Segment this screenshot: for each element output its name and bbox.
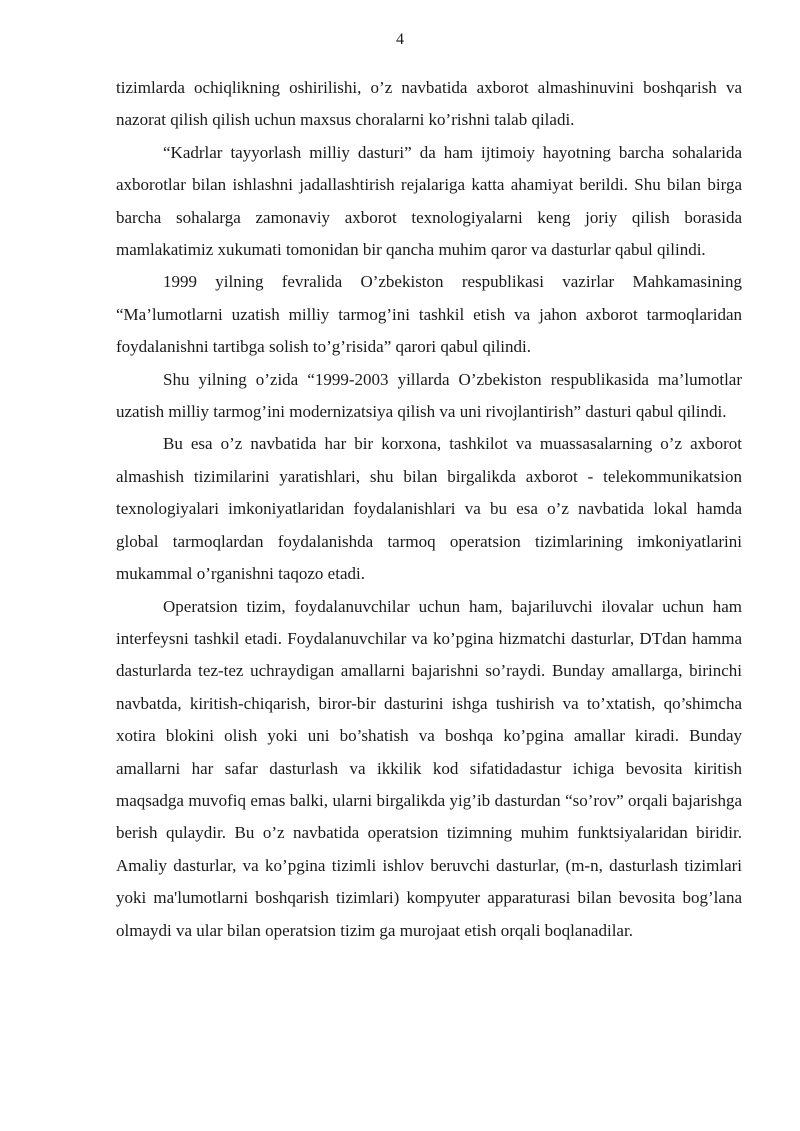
paragraph-continuation: tizimlarda ochiqlikning oshirilishi, o’z navbatida axborot almashinuvini boshqarish va nazorat qilish qilish uchun maxsus choralarni ko’rishni talab qiladi. [116, 78, 742, 130]
page-number: 4 [396, 31, 404, 48]
paragraph: 1999 yilning fevralida O’zbekiston respublikasi vazirlar Mahkamasining “Ma’lumotlarni uzatish milliy tarmog’ini tashkil etish va jahon axborot tarmoqlaridan foydalanishni tartibga solish to’g’risida” qarori qabul qilindi. [116, 272, 742, 357]
document-body [116, 72, 742, 947]
paragraph: “Kadrlar tayyorlash milliy dasturi” da ham ijtimoiy hayotning barcha sohalarida axborotlar bilan ishlashni jadallashtirish rejalariga katta ahamiyat berildi. Shu bilan birga barcha sohalarga zamonaviy axborot texnologiyalarni keng joriy qilish borasida mamlakatimiz xukumati tomonidan bir qancha muhim qaror va dasturlar qabul qilindi. [116, 142, 742, 260]
paragraph: Operatsion tizim, foydalanuvchilar uchun ham, bajariluvchi ilovalar uchun ham interfeysni tashkil etadi. Foydalanuvchilar va ko’pgina hizmatchi dasturlar, DTdan hamma dasturlarda tez-tez uchraydigan amallarni bajarishni so’raydi. Bunday amallarga, birinchi navbatda, kiritish-chiqarish, biror-bir dasturini ishga tushirish va to’xtatish, qo’shimcha xotira blokini olish yoki uni bo’shatish va boshqa ko’pgina amallar kiradi. Bunday amallarni har safar dasturlash va ikkilik kod sifatidadastur ichiga bevosita kiritish maqsadga muvofiq emas balki, ularni birgalikda yig’ib dasturdan “so’rov” orqali bajarishga berish qulaydir. Bu o’z navbatida operatsion tizimning muhim funktsiyalaridan biridir. Amaliy dasturlar, va ko’pgina tizimli ishlov beruvchi dasturlar, (m-n, dasturlash tizimlari yoki ma'lumotlarni boshqarish tizimlari) kompyuter apparaturasi bilan bevosita bog’lana olmaydi va ular bilan operatsion tizim ga murojaat etish orqali boqlanadilar. [116, 596, 742, 940]
paragraph: Bu esa o’z navbatida har bir korxona, tashkilot va muassasalarning o’z axborot almashish tizimilarini yaratishlari, shu bilan birgalikda axborot - telekommunikatsion texnologiyalari imkoniyatlaridan foydalanishlari va bu esa o’z navbatida lokal hamda global tarmoqlardan foydalanishda tarmoq operatsion tizimlarining imkoniyatlarini mukammal o’rganishni taqozo etadi. [116, 434, 742, 584]
paragraph: Shu yilning o’zida “1999-2003 yillarda O’zbekiston respublikasida ma’lumotlar uzatish milliy tarmog’ini modernizatsiya qilish va uni rivojlantirish” dasturi qabul qilindi. [116, 369, 742, 422]
